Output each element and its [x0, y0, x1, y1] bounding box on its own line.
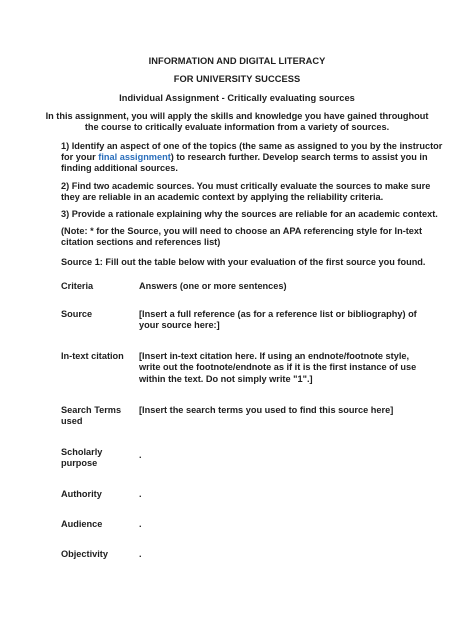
criteria-audience-label — [61, 519, 136, 530]
step-1-line: finding additional sources. — [61, 163, 178, 174]
criteria-label-line: Search Terms — [61, 405, 122, 415]
document-title-line-2: FOR UNIVERSITY SUCCESS — [173, 74, 301, 84]
criteria-authority-label — [61, 489, 136, 500]
step-1-paragraph — [61, 141, 461, 175]
answer-line: . — [139, 450, 142, 460]
criteria-label-line: In-text citation — [61, 351, 124, 361]
answer-line: . — [139, 549, 142, 559]
step-3-paragraph — [61, 209, 461, 220]
step-2-line: they are reliable in an academic context by applying the reliability criteria. — [61, 192, 384, 203]
criteria-audience-answer — [139, 519, 429, 530]
answer-line: . — [139, 519, 142, 529]
criteria-label-line: used — [61, 416, 83, 427]
answer-line: [Insert a full reference (as for a reference list or bibliography) of — [139, 309, 417, 319]
answer-line: within the text. Do not simply write "1".] — [139, 373, 313, 384]
step-1-text: for your — [61, 152, 99, 163]
criteria-objectivity-label — [61, 549, 136, 560]
step-2-line: 2) Find two academic sources. You must critically evaluate the sources to make sure — [61, 181, 431, 191]
intro-paragraph — [0, 111, 474, 133]
criteria-label-line: Objectivity — [61, 549, 108, 559]
criteria-search-terms-answer — [139, 405, 429, 416]
step-1-line: 1) Identify an aspect of one of the topics (the same as assigned to you by the instructor — [61, 141, 443, 151]
note-paragraph — [61, 226, 461, 248]
criteria-label-line: Audience — [61, 519, 103, 529]
intro-line: In this assignment, you will apply the skills and knowledge you have gained throughout — [45, 111, 429, 121]
answer-line: [Insert in-text citation here. If using an endnote/footnote style, — [139, 351, 410, 361]
step-1-line — [61, 152, 461, 163]
answer-line: your source here:] — [139, 320, 220, 331]
criteria-authority-answer — [139, 489, 429, 500]
criteria-source-answer — [139, 309, 429, 332]
criteria-objectivity-answer — [139, 549, 429, 560]
criteria-scholarly-purpose-label — [61, 447, 136, 470]
note-line: (Note: * for the Source, you will need to choose an APA referencing style for In-text — [61, 226, 423, 236]
note-line: citation sections and references list) — [61, 237, 221, 248]
intro-line: the course to critically evaluate information from a variety of sources. — [84, 122, 390, 133]
step-1-text: ) to research further. Develop search terms to assist you in — [170, 152, 428, 163]
assignment-subtitle: Individual Assignment - Critically evaluating sources — [119, 93, 355, 103]
table-header-answers: Answers (one or more sentences) — [139, 281, 287, 291]
criteria-label-line: Scholarly — [61, 447, 103, 457]
answer-line: write out the footnote/endnote as if it is the first instance of use — [139, 362, 417, 373]
document-title: INFORMATION AND DIGITAL LITERACY — [148, 56, 326, 66]
step-3-line: 3) Provide a rationale explaining why the sources are reliable for an academic context. — [61, 209, 438, 219]
criteria-in-text-citation-label — [61, 351, 136, 362]
answer-line: . — [139, 489, 142, 499]
criteria-scholarly-purpose-answer — [139, 447, 429, 461]
source-1-instruction: Source 1: Fill out the table below with your evaluation of the first source you found. — [61, 257, 426, 267]
criteria-in-text-citation-answer — [139, 351, 429, 385]
criteria-source-label — [61, 309, 136, 320]
step-2-paragraph — [61, 181, 461, 203]
final-assignment-link[interactable]: final assignment — [98, 152, 171, 163]
criteria-label-line: Authority — [61, 489, 102, 499]
criteria-search-terms-label — [61, 405, 136, 428]
criteria-label-line: purpose — [61, 458, 98, 469]
criteria-label-line: Source — [61, 309, 93, 319]
answer-line: [Insert the search terms you used to find this source here] — [139, 405, 394, 415]
table-header-criteria: Criteria — [61, 281, 94, 291]
